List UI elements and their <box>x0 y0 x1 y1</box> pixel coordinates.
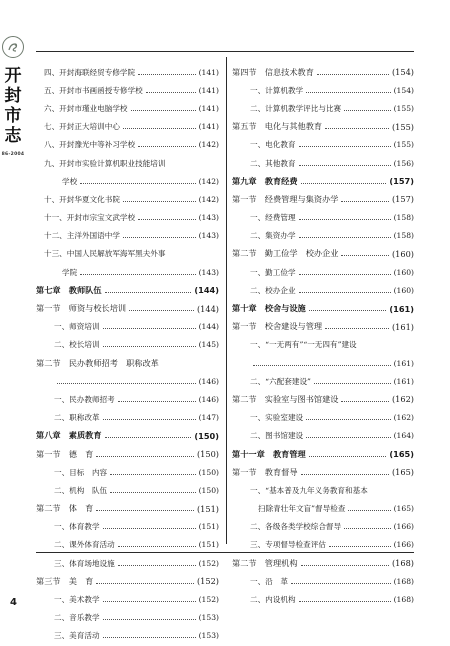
toc-entry-label: 一、沿 革 <box>250 576 288 586</box>
toc-entry-label: 一、“基本普及九年义务教育和基本 <box>250 485 368 495</box>
dot-leader <box>299 219 391 220</box>
toc-entry-label: 第一节 教育督导 <box>232 466 298 477</box>
dot-leader <box>123 201 196 202</box>
dot-leader <box>57 383 196 384</box>
toc-entry <box>232 481 414 499</box>
toc-entry-label: 一、师资培训 <box>54 322 100 332</box>
toc-entry-page: (153) <box>198 613 219 623</box>
toc-entry-page: (150) <box>198 467 219 477</box>
toc-entry-page: (142) <box>198 176 219 186</box>
toc-entry-page: (150) <box>198 485 219 495</box>
toc-entry <box>36 190 219 208</box>
book-subtitle: 86-2004 <box>1 152 25 157</box>
dot-leader <box>103 419 196 420</box>
toc-entry-page: (141) <box>198 103 219 113</box>
toc-entry-page: (143) <box>198 267 219 277</box>
toc-entry-page: (158) <box>393 231 414 241</box>
toc-entry-page: (144) <box>198 322 219 332</box>
toc-entry-label: 二、各级各类学校综合督导 <box>250 522 342 532</box>
toc-entry-page: (144) <box>196 303 219 314</box>
toc-entry-label: 二、音乐教学 <box>54 613 100 623</box>
toc-entry-label: 学院 <box>62 267 78 277</box>
toc-entry <box>232 118 414 136</box>
toc-entry <box>232 409 414 427</box>
dot-leader <box>138 219 195 220</box>
toc-entry-label: 二、校办企业 <box>250 285 296 295</box>
toc-entry-page: (143) <box>198 213 219 223</box>
toc-entry <box>36 554 219 572</box>
toc-entry-label: 扫除青壮年文盲”督导检查 <box>258 504 346 514</box>
toc-entry-page: (151) <box>198 540 219 550</box>
toc-entry <box>232 63 414 81</box>
toc-entry <box>232 354 414 372</box>
dot-leader <box>314 383 391 384</box>
toc-entry-page: (161) <box>391 321 414 332</box>
toc-entry-label: 二、职称改革 <box>54 413 100 423</box>
toc-entry-page: (155) <box>391 121 414 132</box>
toc-entry-label: 一、美术教学 <box>54 595 100 605</box>
toc-entry <box>232 463 414 481</box>
toc-entry <box>36 63 219 81</box>
toc-entry-label: 二、“六配套建设” <box>250 376 311 386</box>
toc-entry-page: (156) <box>393 158 414 168</box>
toc-entry-page: (168) <box>393 595 414 605</box>
dot-leader <box>348 510 390 511</box>
toc-entry-label: 第一节 校舍建设与管理 <box>232 321 323 332</box>
toc-entry-page: (157) <box>389 176 414 187</box>
dot-leader <box>103 601 196 602</box>
toc-entry-page: (160) <box>393 285 414 295</box>
toc-entry-page: (142) <box>198 194 219 204</box>
toc-entry <box>36 318 219 336</box>
toc-entry <box>36 209 219 227</box>
toc-entry <box>232 554 414 572</box>
toc-entry-label: 二、校长培训 <box>54 340 100 350</box>
toc-entry <box>36 481 219 499</box>
toc-entry-label: 第二节 勤工俭学 校办企业 <box>232 248 339 259</box>
dot-leader <box>299 237 391 238</box>
book-title-char: 市 <box>4 106 22 126</box>
toc-entry-page: (161) <box>393 376 414 386</box>
toc-entry <box>36 518 219 536</box>
toc-entry-label: 二、其他教育 <box>250 158 296 168</box>
toc-entry-label: 十三、中国人民解放军海军黑夫外事 <box>44 249 166 259</box>
book-title-char: 志 <box>4 126 22 146</box>
toc-entry <box>36 536 219 554</box>
toc-entry-label: 十二、主洋外国语中学 <box>44 231 120 241</box>
toc-entry-page: (147) <box>198 413 219 423</box>
dot-leader <box>317 74 389 75</box>
toc-entry <box>232 427 414 445</box>
dot-leader <box>103 328 196 329</box>
dot-leader <box>301 565 389 566</box>
toc-entry-page: (150) <box>196 449 219 460</box>
toc-entry-label: 二、图书馆建设 <box>250 431 304 441</box>
toc-entry-page: (141) <box>198 85 219 95</box>
toc-entry-label: 一、电化教育 <box>250 140 296 150</box>
book-title <box>5 66 22 146</box>
toc-entry-page: (150) <box>194 430 219 441</box>
toc-entry-label: 一、勤工俭学 <box>250 267 296 277</box>
dot-leader <box>118 565 196 566</box>
dot-leader <box>105 437 192 438</box>
toc-entry-page: (151) <box>198 522 219 532</box>
toc-entry-page: (146) <box>198 376 219 386</box>
toc-entry-label: 四、开封海联经贸专修学院 <box>44 67 136 77</box>
toc-entry-label: 二、课外体育活动 <box>54 540 115 550</box>
toc-entry-page: (160) <box>393 267 414 277</box>
dot-leader <box>344 110 390 111</box>
toc-entry-page: (161) <box>389 303 414 314</box>
dot-leader <box>291 583 391 584</box>
dot-leader <box>118 401 196 402</box>
toc-entry-label: 五、开封市书画函授专修学校 <box>44 85 143 95</box>
dot-leader <box>131 110 196 111</box>
toc-entry-page: (155) <box>393 103 414 113</box>
toc-entry <box>232 318 414 336</box>
toc-entry-label: 第四节 信息技术教育 <box>232 66 314 77</box>
toc-entry-page: (162) <box>391 394 414 405</box>
toc-entry-label: 第七章 教师队伍 <box>36 284 102 295</box>
toc-entry-page: (166) <box>393 522 414 532</box>
toc-entry <box>232 209 414 227</box>
toc-entry <box>232 99 414 117</box>
toc-entry-page: (155) <box>393 140 414 150</box>
toc-entry-label: 第九章 教育经费 <box>232 175 298 186</box>
toc-entry <box>36 227 219 245</box>
toc-entry-label: 一、实验室建设 <box>250 413 304 423</box>
toc-entry <box>36 281 219 299</box>
dot-leader <box>129 310 194 311</box>
dot-leader <box>299 292 391 293</box>
toc-entry <box>36 354 219 372</box>
toc-entry-page: (168) <box>391 558 414 569</box>
dot-leader <box>325 328 389 329</box>
toc-entry-page: (157) <box>391 194 414 205</box>
toc-entry-label: 三、体育场地设施 <box>54 558 115 568</box>
toc-entry-page: (165) <box>393 504 414 514</box>
dot-leader <box>80 183 195 184</box>
toc-entry-label: 第二节 管理机构 <box>232 557 298 568</box>
toc-entry <box>232 372 414 390</box>
dot-leader <box>105 292 192 293</box>
dot-leader <box>103 346 196 347</box>
toc-entry <box>36 609 219 627</box>
toc-entry-label: 学校 <box>62 176 78 186</box>
dot-leader <box>299 274 391 275</box>
toc-entry <box>232 299 414 317</box>
toc-entry-page: (162) <box>393 413 414 423</box>
toc-entry <box>36 427 219 445</box>
toc-entry <box>232 136 414 154</box>
dot-leader <box>306 92 390 93</box>
toc-entry-page: (145) <box>198 340 219 350</box>
toc-entry-label: 第三节 美 育 <box>36 575 94 586</box>
toc-entry-label: 三、专项督导检查评估 <box>250 540 326 550</box>
toc-entry <box>36 390 219 408</box>
dot-leader <box>123 128 196 129</box>
toc-entry-page: (151) <box>196 503 219 514</box>
dot-leader <box>341 401 389 402</box>
top-rule <box>36 51 414 52</box>
dot-leader <box>301 474 389 475</box>
toc-right-column <box>232 63 414 609</box>
toc-entry <box>232 518 414 536</box>
toc-entry-label: 第五节 电化与其他教育 <box>232 121 323 132</box>
dot-leader <box>253 365 391 366</box>
dot-leader <box>138 146 195 147</box>
toc-entry <box>36 463 219 481</box>
toc-entry-page: (141) <box>198 67 219 77</box>
toc-entry-page: (144) <box>194 285 219 296</box>
dot-leader <box>110 492 195 493</box>
toc-entry-page: (161) <box>393 358 414 368</box>
toc-entry <box>232 227 414 245</box>
toc-entry <box>36 590 219 608</box>
toc-entry-label: 第二节 体 育 <box>36 503 94 514</box>
toc-entry-label: 一、体育教学 <box>54 522 100 532</box>
toc-entry <box>232 263 414 281</box>
dot-leader <box>344 528 390 529</box>
toc-entry-page: (153) <box>198 631 219 641</box>
dot-leader <box>301 183 387 184</box>
toc-entry-page: (152) <box>198 558 219 568</box>
toc-entry-label: 第一节 德 育 <box>36 448 94 459</box>
dot-leader <box>118 546 196 547</box>
toc-left-column <box>36 63 219 645</box>
toc-entry-label: 三、美育活动 <box>54 631 100 641</box>
sidebar <box>0 36 26 157</box>
toc-entry-label: 一、“一无两有”“一无四有”建设 <box>250 340 357 350</box>
dot-leader <box>123 237 196 238</box>
toc-entry <box>36 263 219 281</box>
toc-entry-label: 一、目标 内容 <box>54 467 108 477</box>
toc-entry-page: (152) <box>196 576 219 587</box>
page-number: 4 <box>10 597 17 608</box>
toc-entry <box>232 172 414 190</box>
dot-leader <box>146 92 196 93</box>
toc-entry <box>36 118 219 136</box>
toc-entry <box>232 572 414 590</box>
toc-entry <box>36 245 219 263</box>
toc-entry-page: (166) <box>393 540 414 550</box>
toc-entry-page: (143) <box>198 231 219 241</box>
toc-entry-page: (164) <box>393 431 414 441</box>
toc-entry-label: 十一、开封市宗宝文武学校 <box>44 213 136 223</box>
toc-entry <box>232 81 414 99</box>
toc-entry <box>36 372 219 390</box>
toc-entry <box>232 190 414 208</box>
toc-entry <box>36 445 219 463</box>
dot-leader <box>299 146 391 147</box>
toc-entry-page: (165) <box>391 467 414 478</box>
toc-entry-page: (154) <box>393 85 414 95</box>
toc-entry <box>232 245 414 263</box>
dot-leader <box>103 619 196 620</box>
toc-entry <box>232 390 414 408</box>
toc-entry-label: 第八章 素质教育 <box>36 430 102 441</box>
toc-entry <box>232 590 414 608</box>
toc-entry <box>36 154 219 172</box>
toc-entry <box>232 536 414 554</box>
toc-entry <box>36 81 219 99</box>
toc-entry <box>36 99 219 117</box>
column-divider <box>226 57 227 544</box>
toc-entry-label: 二、机构 队伍 <box>54 485 108 495</box>
toc-entry <box>36 409 219 427</box>
dot-leader <box>138 74 195 75</box>
toc-entry-label: 二、内设机构 <box>250 595 296 605</box>
toc-entry <box>232 281 414 299</box>
toc-entry-label: 九、开封市实验计算机职业技能培训 <box>44 158 166 168</box>
toc-entry <box>36 172 219 190</box>
book-title-char: 开 <box>4 66 22 86</box>
toc-entry-label: 第十一章 教育管理 <box>232 448 306 459</box>
toc-entry-page: (158) <box>393 213 414 223</box>
dragon-seal-icon <box>2 36 24 58</box>
toc-entry-label: 第二节 实验室与图书馆建设 <box>232 393 339 404</box>
toc-entry <box>36 136 219 154</box>
dot-leader <box>96 456 194 457</box>
toc-entry-label: 第十章 校舍与设施 <box>232 303 306 314</box>
toc-entry-page: (165) <box>389 449 414 460</box>
toc-entry <box>36 299 219 317</box>
dot-leader <box>96 583 194 584</box>
toc-entry <box>232 336 414 354</box>
toc-entry-label: 六、开封市瑾业电脑学校 <box>44 103 128 113</box>
toc-entry-label: 七、开封正大培训中心 <box>44 122 120 132</box>
dot-leader <box>341 201 389 202</box>
toc-entry <box>36 572 219 590</box>
dot-leader <box>103 637 196 638</box>
toc-entry-page: (160) <box>391 248 414 259</box>
toc-entry-page: (142) <box>198 140 219 150</box>
toc-entry-page: (154) <box>391 67 414 78</box>
toc-entry-page: (146) <box>198 394 219 404</box>
toc-entry-label: 八、开封豫光中等补习学校 <box>44 140 136 150</box>
toc-entry-page: (152) <box>198 595 219 605</box>
dot-leader <box>80 274 195 275</box>
dot-leader <box>341 255 389 256</box>
dot-leader <box>299 165 391 166</box>
toc-entry-label: 一、计算机教学 <box>250 85 304 95</box>
toc-entry-label: 二、计算机教学评比与比赛 <box>250 103 342 113</box>
toc-entry-label: 一、经费管理 <box>250 213 296 223</box>
dot-leader <box>309 456 387 457</box>
toc-entry <box>36 500 219 518</box>
dot-leader <box>306 437 390 438</box>
toc-entry <box>36 627 219 645</box>
toc-entry-label: 第一节 经费管理与集资办学 <box>232 193 339 204</box>
dot-leader <box>96 510 194 511</box>
toc-entry <box>232 445 414 463</box>
dot-leader <box>309 310 387 311</box>
toc-entry-label: 第二节 民办教师招考 职称改革 <box>36 357 159 368</box>
toc-entry <box>232 500 414 518</box>
toc-entry <box>232 154 414 172</box>
dot-leader <box>306 419 390 420</box>
toc-entry <box>36 336 219 354</box>
dot-leader <box>110 474 195 475</box>
toc-entry-label: 一、民办教师招考 <box>54 394 115 404</box>
dot-leader <box>325 128 389 129</box>
toc-entry-label: 二、集资办学 <box>250 231 296 241</box>
toc-entry-label: 十、开封华夏文化书院 <box>44 194 120 204</box>
book-title-char: 封 <box>4 86 22 106</box>
toc-entry-page: (141) <box>198 122 219 132</box>
toc-entry-page: (168) <box>393 576 414 586</box>
toc-entry-label: 第一节 师资与校长培训 <box>36 303 127 314</box>
dot-leader <box>329 546 391 547</box>
dot-leader <box>103 528 196 529</box>
dot-leader <box>299 601 391 602</box>
